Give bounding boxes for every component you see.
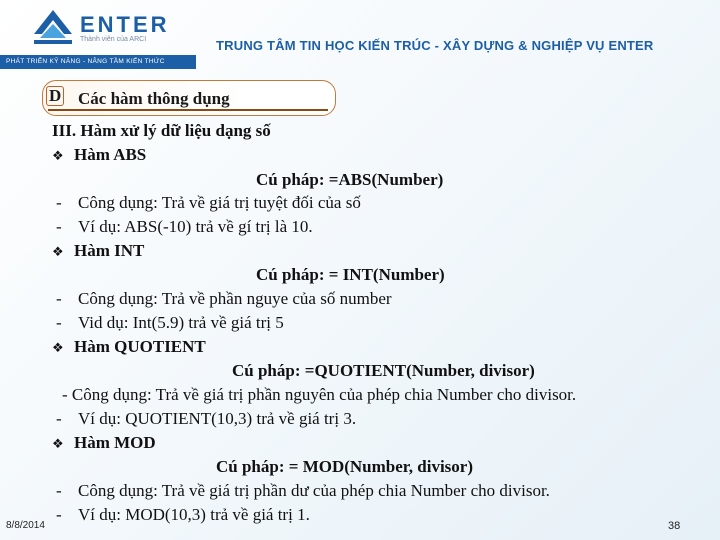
diamond-bullet-icon: ❖ (52, 149, 64, 164)
int-heading (52, 241, 144, 261)
abs-syntax: Cú pháp: =ABS(Number) (256, 170, 444, 189)
dash-marker: - (56, 217, 62, 236)
quotient-usage: - Công dụng: Trả về giá trị phần nguyên của phép chia Number cho divisor. (62, 385, 577, 404)
abs-example-text: Ví dụ: ABS(-10) trả về gí trị là 10. (78, 217, 313, 236)
int-usage-text: Công dụng: Trả về phần nguye của số number (78, 289, 392, 308)
mod-name: Hàm MOD (74, 433, 156, 452)
mod-heading (52, 433, 156, 453)
mod-usage (56, 481, 550, 501)
dash-marker: - (56, 313, 62, 332)
page-number: 38 (668, 520, 681, 532)
quotient-name: Hàm QUOTIENT (74, 337, 206, 356)
abs-usage (56, 193, 361, 213)
diamond-bullet-icon: ❖ (52, 437, 64, 452)
dash-marker: - (56, 193, 62, 212)
int-example-text: Vid dụ: Int(5.9) trả về giá trị 5 (78, 313, 284, 332)
diamond-bullet-icon: ❖ (52, 341, 64, 356)
section-title: Các hàm thông dụng (78, 89, 230, 108)
slide-header (0, 0, 720, 72)
mod-syntax: Cú pháp: = MOD(Number, divisor) (216, 457, 474, 476)
int-name: Hàm INT (74, 241, 145, 260)
footer-date: 8/8/2014 (6, 520, 45, 531)
abs-usage-text: Công dụng: Trả về giá trị tuyệt đối của số (78, 193, 361, 212)
section-letter: D (46, 86, 64, 106)
quotient-example (56, 409, 356, 429)
enter-logo-icon (30, 4, 76, 48)
abs-heading (52, 145, 146, 165)
dash-marker: - (56, 481, 62, 500)
logo-text: ENTER (80, 12, 170, 37)
quotient-example-text: Ví dụ: QUOTIENT(10,3) trả về giá trị 3. (78, 409, 357, 428)
diamond-bullet-icon: ❖ (52, 245, 64, 260)
center-name-banner: TRUNG TÂM TIN HỌC KIẾN TRÚC - XÂY DỰNG & NGHIỆP VỤ ENTER (216, 38, 654, 53)
dash-marker: - (56, 409, 62, 428)
quotient-syntax: Cú pháp: =QUOTIENT(Number, divisor) (232, 361, 535, 380)
slogan-text: PHÁT TRIỂN KỸ NĂNG - NÂNG TẦM KIẾN THỨC (6, 58, 165, 65)
abs-example (56, 217, 313, 237)
int-syntax: Cú pháp: = INT(Number) (256, 265, 445, 284)
dash-marker: - (56, 505, 62, 524)
mod-usage-text: Công dụng: Trả về giá trị phần dư của phép chia Number cho divisor. (78, 481, 550, 500)
content-heading: III. Hàm xử lý dữ liệu dạng số (52, 121, 271, 140)
int-example (56, 313, 284, 333)
logo-subtitle: Thành viên của ARCI (80, 36, 147, 43)
abs-name: Hàm ABS (74, 145, 147, 164)
quotient-heading (52, 337, 206, 357)
section-underline (48, 109, 328, 111)
mod-example-text: Ví dụ: MOD(10,3) trả về giá trị 1. (78, 505, 310, 524)
int-usage (56, 289, 392, 309)
dash-marker: - (56, 289, 62, 308)
mod-example (56, 505, 310, 525)
